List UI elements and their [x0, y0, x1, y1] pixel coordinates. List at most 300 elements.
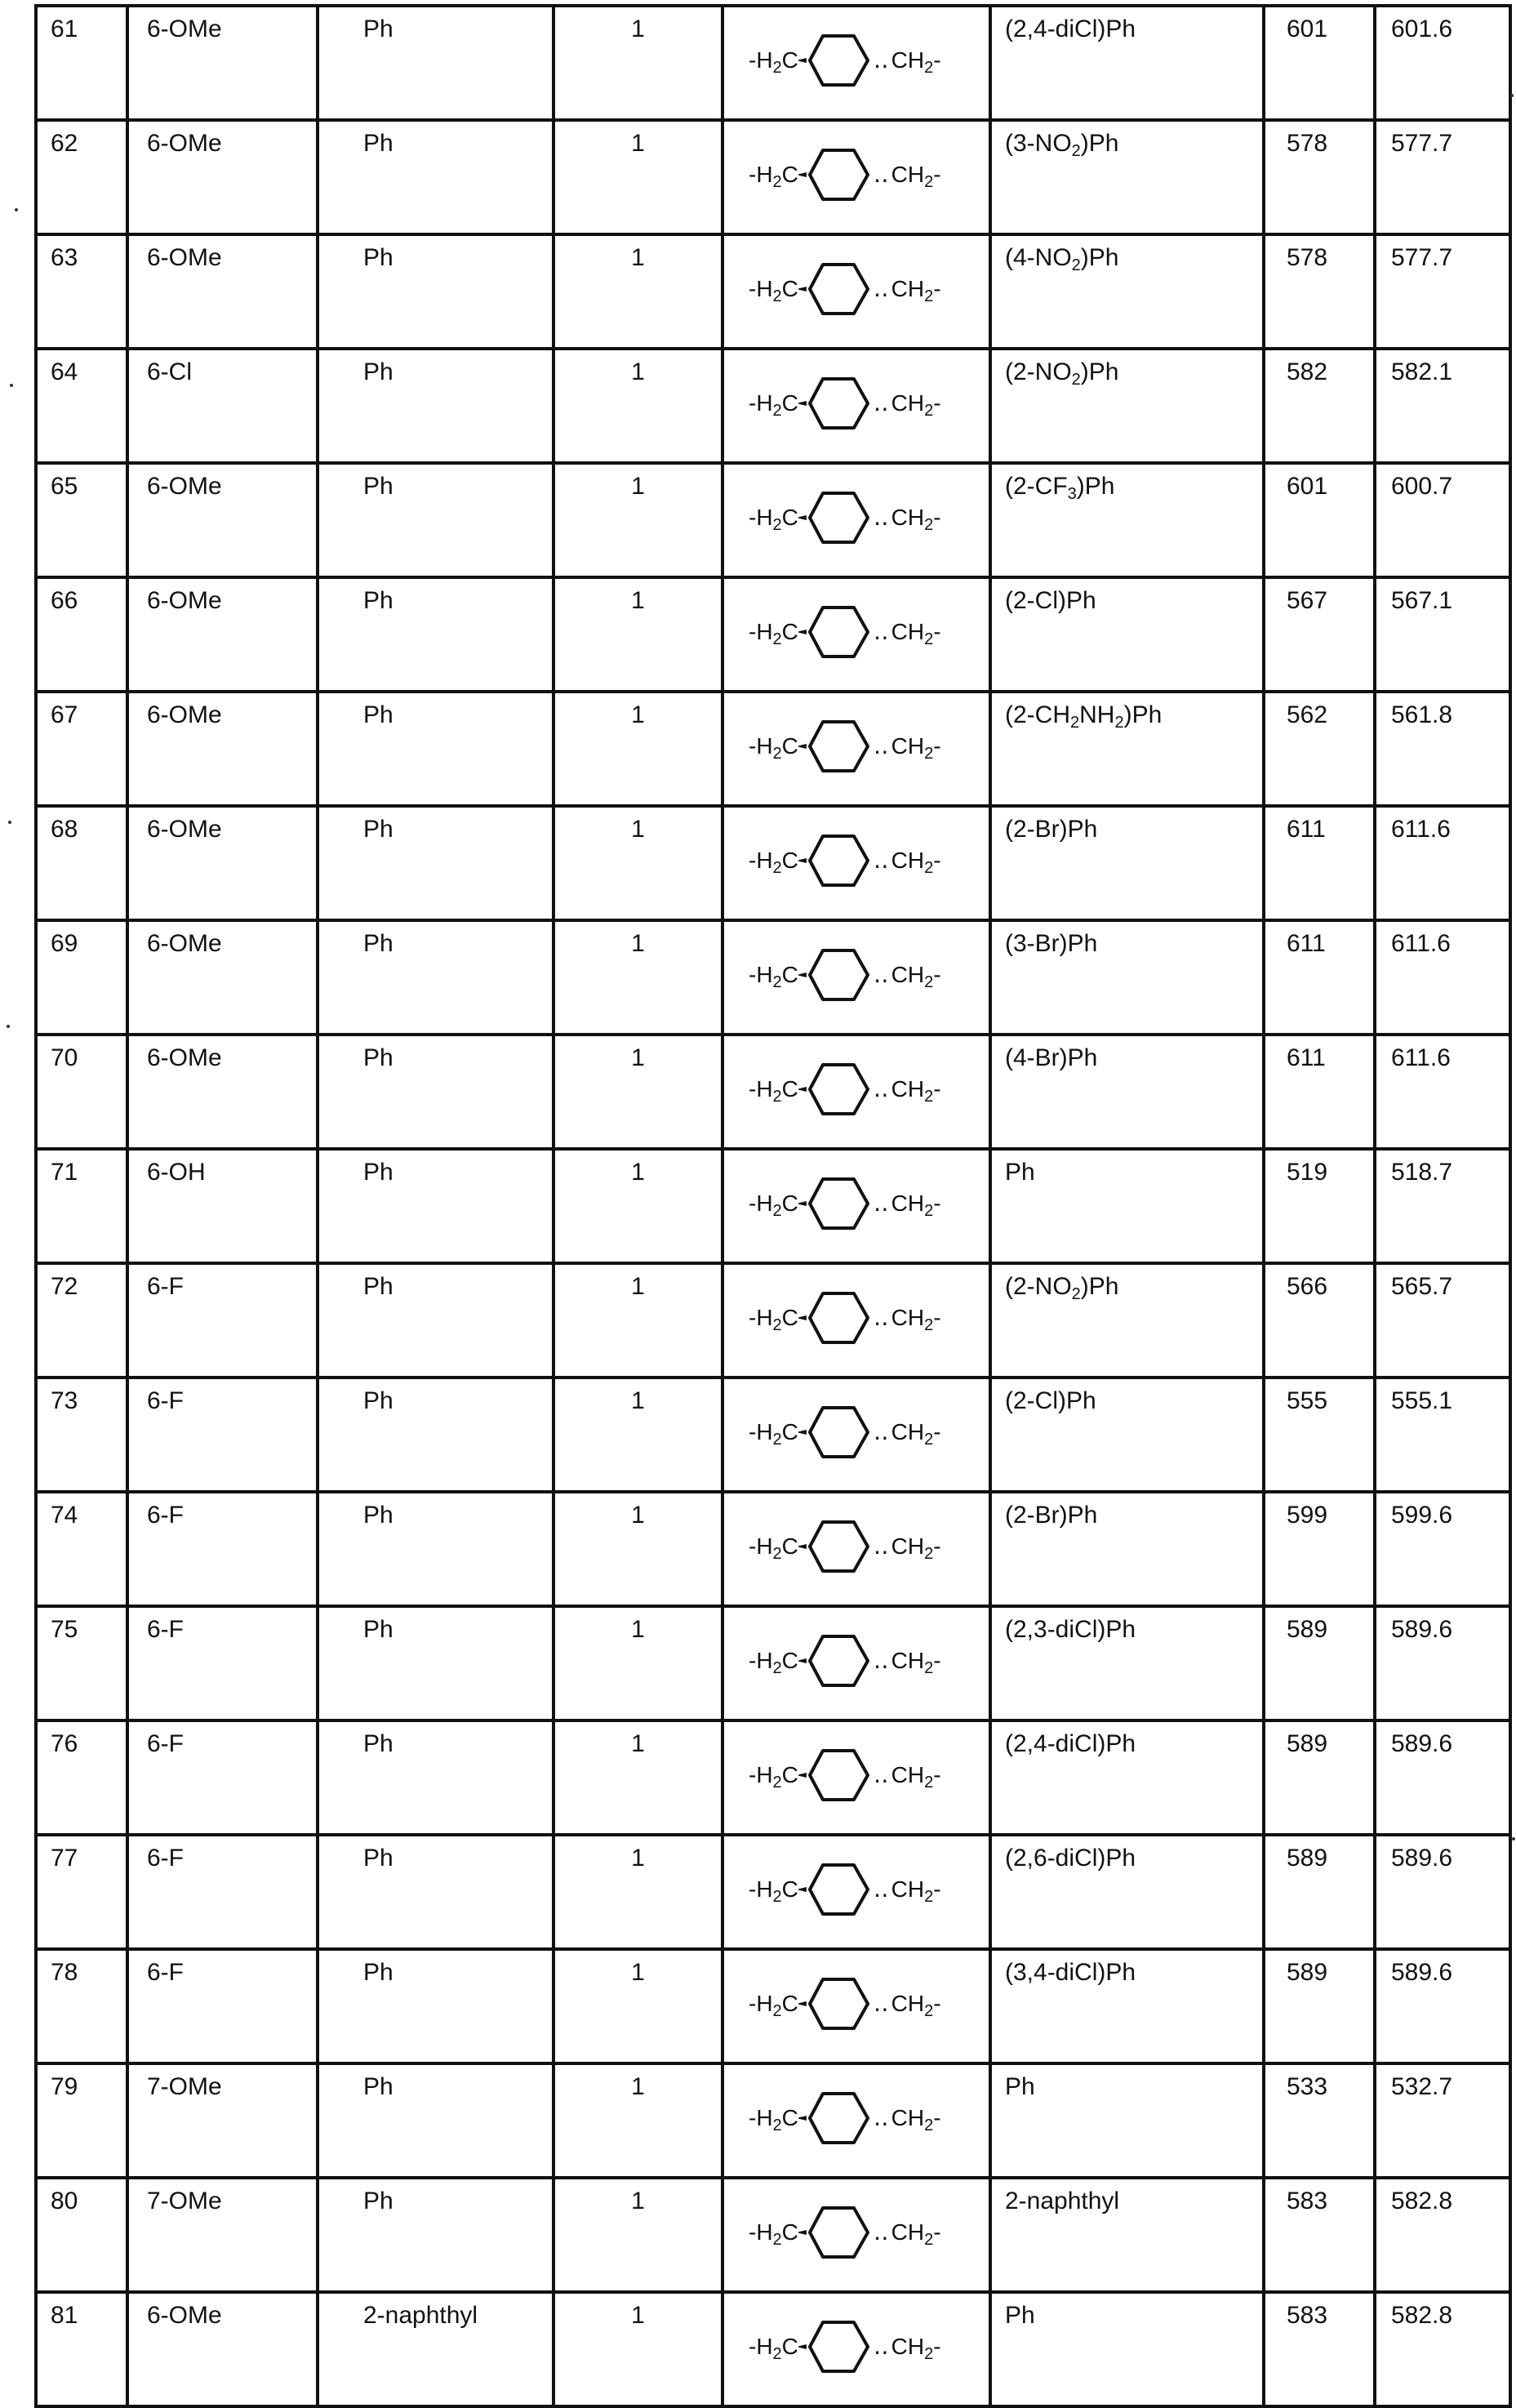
table-row — [36, 1149, 1510, 1263]
linker-structure — [749, 2205, 989, 2259]
hashed-bond-icon: ‥ — [873, 276, 890, 301]
linker-left-label: $-H_2C$ — [749, 962, 798, 991]
linker-left-label: $-H_2C$ — [749, 1191, 798, 1220]
r1-substituent: 6-F — [147, 1845, 184, 1872]
calc-mass: 566 — [1287, 1273, 1328, 1300]
r2-substituent: (2,6-diCl)Ph — [1005, 1845, 1136, 1872]
calc-mass: 589 — [1287, 1616, 1328, 1643]
linker-structure — [749, 2091, 989, 2145]
aryl-group: Ph — [363, 1387, 393, 1414]
aryl-group-cell — [318, 1149, 553, 1263]
linker-right-label: $CH_2-$ — [891, 848, 941, 877]
n-value: 1 — [631, 358, 645, 385]
r2-substituent-cell — [990, 1949, 1264, 2063]
linker-right-label: $CH_2-$ — [891, 1533, 941, 1563]
example-number: 71 — [51, 1159, 78, 1186]
n-value-cell — [553, 463, 722, 577]
found-mass: 577.7 — [1391, 130, 1453, 157]
linker-left-label: $-H_2C$ — [749, 733, 798, 763]
calc-mass: 583 — [1287, 2302, 1328, 2329]
found-mass-cell — [1375, 2178, 1510, 2292]
aryl-group-cell — [318, 1378, 553, 1492]
linker-structure-cell — [722, 1149, 990, 1263]
wedge-bond-icon — [798, 401, 807, 406]
table-row — [36, 2063, 1510, 2178]
example-number: 79 — [51, 2073, 78, 2100]
example-number-cell — [36, 1949, 127, 2063]
aryl-group: Ph — [363, 358, 393, 385]
r1-substituent: 6-F — [147, 1273, 184, 1300]
example-number: 76 — [51, 1730, 78, 1757]
r2-substituent: (2,4-diCl)Ph — [1005, 16, 1136, 42]
aryl-group: Ph — [363, 130, 393, 157]
hashed-bond-icon: ‥ — [873, 619, 890, 644]
n-value-cell — [553, 1149, 722, 1263]
r2-substituent: Ph — [1005, 1159, 1035, 1186]
hashed-bond-icon: ‥ — [873, 848, 890, 873]
linker-left-label: $-H_2C$ — [749, 2334, 798, 2363]
aryl-group: Ph — [363, 1959, 393, 1986]
hashed-bond-icon: ‥ — [873, 1076, 890, 1102]
calc-mass-cell — [1264, 920, 1375, 1035]
linker-right-label: $CH_2-$ — [891, 1991, 941, 2020]
linker-left-label: $-H_2C$ — [749, 505, 798, 534]
r1-substituent: 6-OMe — [147, 244, 222, 271]
aryl-group-cell — [318, 2063, 553, 2178]
linker-structure — [749, 376, 989, 430]
found-mass: 589.6 — [1391, 1730, 1453, 1757]
wedge-bond-icon — [798, 744, 807, 749]
found-mass-cell — [1375, 1035, 1510, 1149]
r1-substituent: 6-Cl — [147, 358, 193, 385]
wedge-bond-icon — [798, 1430, 807, 1435]
hashed-bond-icon: ‥ — [873, 47, 890, 73]
example-number-cell — [36, 1606, 127, 1720]
linker-right-label: $CH_2-$ — [891, 1191, 941, 1220]
found-mass-cell — [1375, 463, 1510, 577]
calc-mass-cell — [1264, 6, 1375, 120]
n-value-cell — [553, 1492, 722, 1606]
calc-mass: 599 — [1287, 1502, 1328, 1529]
r2-substituent-cell — [990, 6, 1264, 120]
example-number-cell — [36, 1720, 127, 1835]
aryl-group: Ph — [363, 1044, 393, 1071]
linker-right-label: $CH_2-$ — [891, 47, 941, 77]
r1-substituent: 7-OMe — [147, 2188, 222, 2214]
wedge-bond-icon — [798, 858, 807, 863]
hashed-bond-icon: ‥ — [873, 733, 890, 759]
r1-substituent-cell — [127, 349, 318, 463]
aryl-group-cell — [318, 1492, 553, 1606]
calc-mass-cell — [1264, 1149, 1375, 1263]
r2-substituent-cell — [990, 1606, 1264, 1720]
calc-mass-cell — [1264, 577, 1375, 692]
cyclohexane-ring-icon — [807, 1405, 872, 1459]
linker-structure-cell — [722, 120, 990, 234]
aryl-group-cell — [318, 120, 553, 234]
aryl-group-cell — [318, 463, 553, 577]
scan-artifact — [7, 1025, 10, 1028]
linker-structure — [749, 1177, 989, 1231]
example-number: 73 — [51, 1387, 78, 1414]
example-number: 81 — [51, 2302, 78, 2329]
aryl-group: Ph — [363, 1845, 393, 1872]
calc-mass-cell — [1264, 1378, 1375, 1492]
r2-substituent-cell — [990, 2063, 1264, 2178]
r2-substituent-cell — [990, 920, 1264, 1035]
cyclohexane-ring-icon — [807, 376, 872, 430]
linker-left-label: $-H_2C$ — [749, 1419, 798, 1449]
aryl-group-cell — [318, 1606, 553, 1720]
found-mass: 611.6 — [1391, 816, 1451, 843]
r1-substituent-cell — [127, 577, 318, 692]
linker-right-label: $CH_2-$ — [891, 162, 941, 191]
calc-mass-cell — [1264, 1606, 1375, 1720]
aryl-group: Ph — [363, 816, 393, 843]
example-number-cell — [36, 1263, 127, 1378]
table-row — [36, 1492, 1510, 1606]
n-value: 1 — [631, 1273, 645, 1300]
r2-substituent-cell — [990, 2178, 1264, 2292]
aryl-group-cell — [318, 349, 553, 463]
n-value-cell — [553, 1949, 722, 2063]
calc-mass-cell — [1264, 234, 1375, 349]
r1-substituent: 7-OMe — [147, 2073, 222, 2100]
found-mass-cell — [1375, 1492, 1510, 1606]
cyclohexane-ring-icon — [807, 1977, 872, 2031]
linker-left-label: $-H_2C$ — [749, 1876, 798, 1906]
table-row — [36, 1835, 1510, 1949]
r2-substituent-cell — [990, 1263, 1264, 1378]
r1-substituent: 6-OMe — [147, 16, 222, 42]
n-value-cell — [553, 1035, 722, 1149]
linker-left-label: $-H_2C$ — [749, 1533, 798, 1563]
wedge-bond-icon — [798, 2001, 807, 2006]
linker-right-label: $CH_2-$ — [891, 1305, 941, 1334]
r2-substituent-cell — [990, 806, 1264, 920]
n-value: 1 — [631, 1387, 645, 1414]
r2-substituent-cell — [990, 2292, 1264, 2406]
linker-left-label: $-H_2C$ — [749, 276, 798, 305]
r1-substituent-cell — [127, 2292, 318, 2406]
linker-structure-cell — [722, 1835, 990, 1949]
r1-substituent-cell — [127, 1492, 318, 1606]
linker-left-label: $-H_2C$ — [749, 1076, 798, 1106]
r1-substituent-cell — [127, 120, 318, 234]
linker-structure — [749, 148, 989, 202]
found-mass-cell — [1375, 2063, 1510, 2178]
linker-structure — [749, 491, 989, 545]
n-value-cell — [553, 1606, 722, 1720]
n-value: 1 — [631, 473, 645, 500]
n-value-cell — [553, 1378, 722, 1492]
r1-substituent-cell — [127, 1035, 318, 1149]
aryl-group-cell — [318, 1720, 553, 1835]
aryl-group: Ph — [363, 1730, 393, 1757]
example-number: 78 — [51, 1959, 78, 1986]
wedge-bond-icon — [798, 58, 807, 63]
r1-substituent-cell — [127, 1949, 318, 2063]
hashed-bond-icon: ‥ — [873, 1419, 890, 1444]
r2-substituent: (2,3-diCl)Ph — [1005, 1616, 1136, 1643]
linker-left-label: $-H_2C$ — [749, 2105, 798, 2134]
wedge-bond-icon — [798, 1315, 807, 1320]
linker-left-label: $-H_2C$ — [749, 1762, 798, 1792]
r2-substituent: 2-naphthyl — [1005, 2188, 1120, 2214]
r2-substituent: $(2-NO_2)Ph$ — [1005, 358, 1119, 389]
r2-substituent-cell — [990, 234, 1264, 349]
example-number: 62 — [51, 130, 78, 157]
aryl-group: Ph — [363, 16, 393, 42]
r1-substituent-cell — [127, 2063, 318, 2178]
example-number: 75 — [51, 1616, 78, 1643]
cyclohexane-ring-icon — [807, 33, 872, 87]
aryl-group-cell — [318, 2178, 553, 2292]
example-number-cell — [36, 692, 127, 806]
linker-left-label: $-H_2C$ — [749, 1305, 798, 1334]
found-mass: 601.6 — [1391, 16, 1453, 42]
table-row — [36, 577, 1510, 692]
calc-mass-cell — [1264, 1949, 1375, 2063]
r1-substituent: 6-OMe — [147, 2302, 222, 2329]
linker-right-label: $CH_2-$ — [891, 1648, 941, 1677]
hashed-bond-icon: ‥ — [873, 2105, 890, 2130]
cyclohexane-ring-icon — [807, 1634, 872, 1688]
found-mass: 611.6 — [1391, 1044, 1451, 1071]
example-number: 68 — [51, 816, 78, 843]
table-row — [36, 692, 1510, 806]
aryl-group: Ph — [363, 701, 393, 728]
r2-substituent-cell — [990, 463, 1264, 577]
linker-right-label: $CH_2-$ — [891, 1762, 941, 1792]
found-mass: 589.6 — [1391, 1616, 1453, 1643]
cyclohexane-ring-icon — [807, 148, 872, 202]
linker-right-label: $CH_2-$ — [891, 390, 941, 420]
calc-mass-cell — [1264, 2292, 1375, 2406]
hashed-bond-icon: ‥ — [873, 505, 890, 530]
example-number-cell — [36, 349, 127, 463]
scan-artifact — [8, 821, 11, 824]
calc-mass: 589 — [1287, 1730, 1328, 1757]
found-mass-cell — [1375, 234, 1510, 349]
r2-substituent: $(2-CF_3)Ph$ — [1005, 473, 1115, 503]
cyclohexane-ring-icon — [807, 834, 872, 888]
r2-substituent-cell — [990, 1035, 1264, 1149]
linker-left-label: $-H_2C$ — [749, 619, 798, 648]
r2-substituent-cell — [990, 1835, 1264, 1949]
aryl-group-cell — [318, 1263, 553, 1378]
wedge-bond-icon — [798, 172, 807, 177]
r1-substituent-cell — [127, 234, 318, 349]
calc-mass: 567 — [1287, 587, 1328, 614]
linker-left-label: $-H_2C$ — [749, 2219, 798, 2249]
linker-structure-cell — [722, 2292, 990, 2406]
r2-substituent: (2-Br)Ph — [1005, 816, 1098, 843]
linker-left-label: $-H_2C$ — [749, 47, 798, 77]
cyclohexane-ring-icon — [807, 1177, 872, 1231]
found-mass: 577.7 — [1391, 244, 1453, 271]
hashed-bond-icon: ‥ — [873, 162, 890, 187]
table-row — [36, 2178, 1510, 2292]
r1-substituent: 6-OMe — [147, 701, 222, 728]
r2-substituent: (3,4-diCl)Ph — [1005, 1959, 1136, 1986]
aryl-group: Ph — [363, 473, 393, 500]
example-number: 77 — [51, 1845, 78, 1872]
example-number-cell — [36, 1149, 127, 1263]
example-number: 61 — [51, 16, 78, 42]
found-mass: 565.7 — [1391, 1273, 1453, 1300]
calc-mass: 582 — [1287, 358, 1328, 385]
r1-substituent-cell — [127, 806, 318, 920]
hashed-bond-icon: ‥ — [873, 1191, 890, 1216]
example-number-cell — [36, 920, 127, 1035]
aryl-group-cell — [318, 806, 553, 920]
r1-substituent: 6-OH — [147, 1159, 206, 1186]
hashed-bond-icon: ‥ — [873, 390, 890, 416]
found-mass-cell — [1375, 1835, 1510, 1949]
r1-substituent: 6-OMe — [147, 816, 222, 843]
r2-substituent: $(3-NO_2)Ph$ — [1005, 130, 1119, 160]
found-mass-cell — [1375, 1606, 1510, 1720]
aryl-group: 2-naphthyl — [363, 2302, 478, 2329]
calc-mass-cell — [1264, 2178, 1375, 2292]
r2-substituent: (2-Cl)Ph — [1005, 587, 1096, 614]
found-mass: 589.6 — [1391, 1845, 1453, 1872]
found-mass-cell — [1375, 577, 1510, 692]
hashed-bond-icon: ‥ — [873, 1305, 890, 1330]
linker-structure-cell — [722, 1949, 990, 2063]
linker-structure-cell — [722, 6, 990, 120]
calc-mass-cell — [1264, 120, 1375, 234]
table-row — [36, 1949, 1510, 2063]
calc-mass: 578 — [1287, 244, 1328, 271]
wedge-bond-icon — [798, 1087, 807, 1092]
linker-structure — [749, 1520, 989, 1573]
n-value: 1 — [631, 1845, 645, 1872]
r2-substituent-cell — [990, 349, 1264, 463]
aryl-group: Ph — [363, 1159, 393, 1186]
aryl-group-cell — [318, 1949, 553, 2063]
calc-mass: 611 — [1287, 1044, 1326, 1071]
linker-left-label: $-H_2C$ — [749, 848, 798, 877]
linker-right-label: $CH_2-$ — [891, 2219, 941, 2249]
example-number: 70 — [51, 1044, 78, 1071]
n-value-cell — [553, 349, 722, 463]
cyclohexane-ring-icon — [807, 1748, 872, 1802]
aryl-group: Ph — [363, 1502, 393, 1529]
linker-structure — [749, 1863, 989, 1916]
wedge-bond-icon — [798, 630, 807, 634]
linker-structure — [749, 1634, 989, 1688]
calc-mass: 583 — [1287, 2188, 1328, 2214]
table-row — [36, 1378, 1510, 1492]
compound-table — [34, 4, 1512, 2408]
linker-structure — [749, 1405, 989, 1459]
hashed-bond-icon: ‥ — [873, 2219, 890, 2245]
aryl-group: Ph — [363, 2073, 393, 2100]
scan-artifact — [10, 384, 13, 387]
r2-substituent: $(2-CH_2NH_2)Ph$ — [1005, 701, 1163, 732]
table-row — [36, 120, 1510, 234]
r1-substituent-cell — [127, 1720, 318, 1835]
found-mass-cell — [1375, 1263, 1510, 1378]
n-value-cell — [553, 2292, 722, 2406]
example-number: 67 — [51, 701, 78, 728]
aryl-group: Ph — [363, 587, 393, 614]
r2-substituent-cell — [990, 1149, 1264, 1263]
r1-substituent-cell — [127, 1835, 318, 1949]
found-mass-cell — [1375, 1720, 1510, 1835]
linker-right-label: $CH_2-$ — [891, 276, 941, 305]
r1-substituent-cell — [127, 1606, 318, 1720]
calc-mass: 555 — [1287, 1387, 1328, 1414]
found-mass-cell — [1375, 806, 1510, 920]
n-value: 1 — [631, 1159, 645, 1186]
wedge-bond-icon — [798, 287, 807, 292]
linker-structure-cell — [722, 463, 990, 577]
example-number-cell — [36, 1492, 127, 1606]
linker-structure — [749, 262, 989, 316]
n-value-cell — [553, 2178, 722, 2292]
n-value: 1 — [631, 816, 645, 843]
r1-substituent: 6-OMe — [147, 473, 222, 500]
linker-left-label: $-H_2C$ — [749, 162, 798, 191]
example-number: 74 — [51, 1502, 78, 1529]
aryl-group: Ph — [363, 244, 393, 271]
aryl-group-cell — [318, 920, 553, 1035]
linker-structure — [749, 1977, 989, 2031]
r2-substituent-cell — [990, 577, 1264, 692]
linker-structure — [749, 1291, 989, 1345]
found-mass: 611.6 — [1391, 930, 1451, 957]
calc-mass-cell — [1264, 1263, 1375, 1378]
cyclohexane-ring-icon — [807, 1062, 872, 1116]
found-mass-cell — [1375, 1949, 1510, 2063]
linker-right-label: $CH_2-$ — [891, 619, 941, 648]
r2-substituent: (2-Cl)Ph — [1005, 1387, 1096, 1414]
linker-structure — [749, 605, 989, 659]
calc-mass-cell — [1264, 692, 1375, 806]
wedge-bond-icon — [798, 1201, 807, 1206]
cyclohexane-ring-icon — [807, 491, 872, 545]
n-value-cell — [553, 806, 722, 920]
calc-mass: 533 — [1287, 2073, 1328, 2100]
r2-substituent: Ph — [1005, 2073, 1035, 2100]
r1-substituent-cell — [127, 1378, 318, 1492]
table-row — [36, 2292, 1510, 2406]
table-row — [36, 806, 1510, 920]
r1-substituent: 6-F — [147, 1502, 184, 1529]
r1-substituent: 6-OMe — [147, 930, 222, 957]
n-value-cell — [553, 920, 722, 1035]
found-mass: 567.1 — [1391, 587, 1453, 614]
linker-structure — [749, 834, 989, 888]
example-number: 80 — [51, 2188, 78, 2214]
hashed-bond-icon: ‥ — [873, 1762, 890, 1787]
table-row — [36, 349, 1510, 463]
linker-structure-cell — [722, 920, 990, 1035]
n-value: 1 — [631, 2073, 645, 2100]
calc-mass-cell — [1264, 2063, 1375, 2178]
calc-mass: 601 — [1287, 16, 1328, 42]
calc-mass: 589 — [1287, 1845, 1328, 1872]
found-mass: 518.7 — [1391, 1159, 1453, 1186]
linker-left-label: $-H_2C$ — [749, 1648, 798, 1677]
linker-structure — [749, 1748, 989, 1802]
cyclohexane-ring-icon — [807, 262, 872, 316]
scan-artifact — [1510, 94, 1514, 97]
table-row — [36, 1720, 1510, 1835]
